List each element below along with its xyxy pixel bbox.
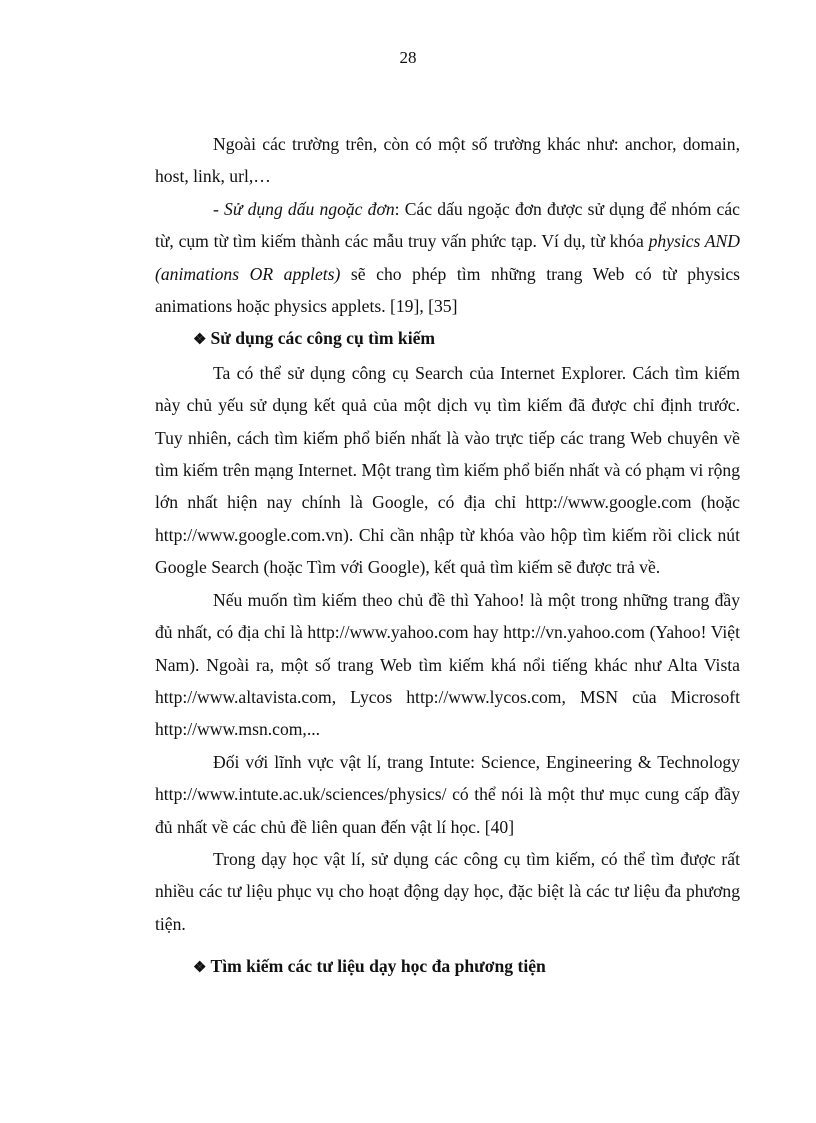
- section-heading-multimedia: [155, 950, 740, 984]
- diamond-bullet-icon: ❖: [193, 960, 207, 977]
- parentheses-text-2: sẽ cho phép tìm những trang Web có từ physics animations hoặc physics applets. [19], [35]: [155, 263, 741, 317]
- paragraph-other-fields: Ngoài các trường trên, còn có một số trường khác như: anchor, domain, host, link, url,…: [155, 134, 740, 187]
- diamond-bullet-icon: ❖: [193, 332, 207, 349]
- page-number: 28: [399, 48, 417, 67]
- example-query: physics AND (animations OR applets): [155, 231, 740, 284]
- paragraph-parentheses: [155, 193, 740, 323]
- paragraph-intute: Đối với lĩnh vực vật lí, trang Intute: Science, Engineering & Technology http://www.intute.ac.uk/sciences/physics/ có thể nói là một thư mục cung cấp đầy đủ nhất về các chủ đề liên quan đến vật lí học. [40]: [155, 751, 740, 837]
- section-heading-search-tools: [155, 322, 740, 356]
- heading-text: Sử dụng các công cụ tìm kiếm: [210, 328, 436, 349]
- heading-text: Tìm kiếm các tư liệu dạy học đa phương tiện: [210, 956, 546, 977]
- paragraph-yahoo: Nếu muốn tìm kiếm theo chủ đề thì Yahoo! là một trong những trang đầy đủ nhất, có địa chỉ là http://www.yahoo.com hay http://vn.yahoo.com (Yahoo! Việt Nam). Ngoài ra, một số trang Web tìm kiếm khá nổi tiếng khác như Alta Vista http://www.altavista.com, Lycos http://www.lycos.com, MSN của Microsoft http://www.msn.com,...: [155, 589, 740, 740]
- paragraph-google: Ta có thể sử dụng công cụ Search của Internet Explorer. Cách tìm kiếm này chủ yếu sử dụng kết quả của một dịch vụ tìm kiếm đã được chỉ định trước. Tuy nhiên, cách tìm kiếm phổ biến nhất là vào trực tiếp các trang Web chuyên về tìm kiếm trên mạng Internet. Một trang tìm kiếm phổ biến nhất và có phạm vi rộng lớn nhất hiện nay chính là Google, có địa chỉ http://www.google.com (hoặc http://www.google.com.vn). Chỉ cần nhập từ khóa vào hộp tìm kiếm rồi click nút Google Search (hoặc Tìm với Google), kết quả tìm kiếm sẽ được trả về.: [155, 362, 740, 578]
- paragraph-teaching: Trong dạy học vật lí, sử dụng các công cụ tìm kiếm, có thể tìm được rất nhiều các tư liệu phục vụ cho hoạt động dạy học, đặc biệt là các tư liệu đa phương tiện.: [155, 848, 740, 934]
- page-body: [155, 128, 740, 985]
- parentheses-text-1: : Các dấu ngoặc đơn được sử dụng để nhóm các từ, cụm từ tìm kiếm thành các mẫu truy vấn phức tạp. Ví dụ, từ khóa: [155, 198, 740, 252]
- parentheses-lead: - Sử dụng dấu ngoặc đơn: [213, 198, 395, 219]
